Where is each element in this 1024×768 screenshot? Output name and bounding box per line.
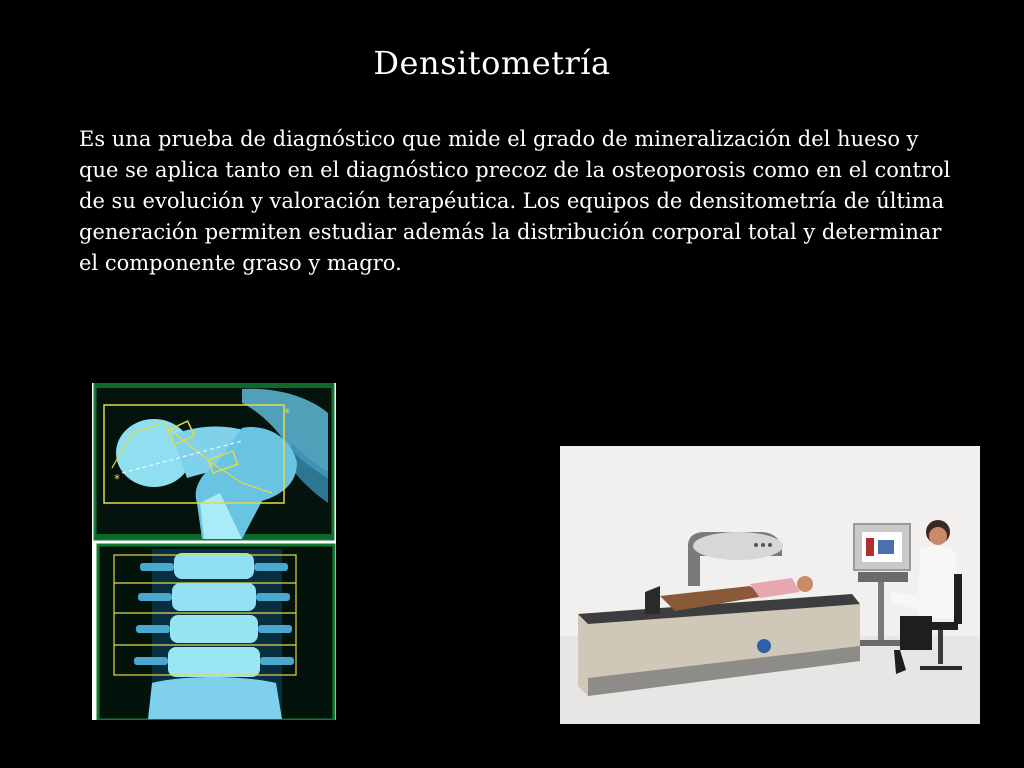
svg-text:*: *	[114, 472, 120, 486]
densitometer-room-photo-icon	[560, 446, 980, 724]
svg-text:*: *	[284, 406, 290, 420]
slide-title: Densitometría	[373, 44, 611, 82]
densitometer-photo	[560, 446, 980, 724]
hip-dxa-scan-icon	[95, 383, 333, 539]
spine-dxa-scan-icon	[98, 545, 334, 720]
slide-body-text: Es una prueba de diagnóstico que mide el grado de mineralización del hueso y que se aplica tanto en el diagnóstico precoz de la osteoporosis como en el control de su evolución y valoración terapéutica. Los equipos de densitometría de última generación permiten estudiar además la distribución corporal total y determinar el componente graso y magro.	[79, 127, 951, 275]
dxa-scans-image	[92, 383, 336, 720]
